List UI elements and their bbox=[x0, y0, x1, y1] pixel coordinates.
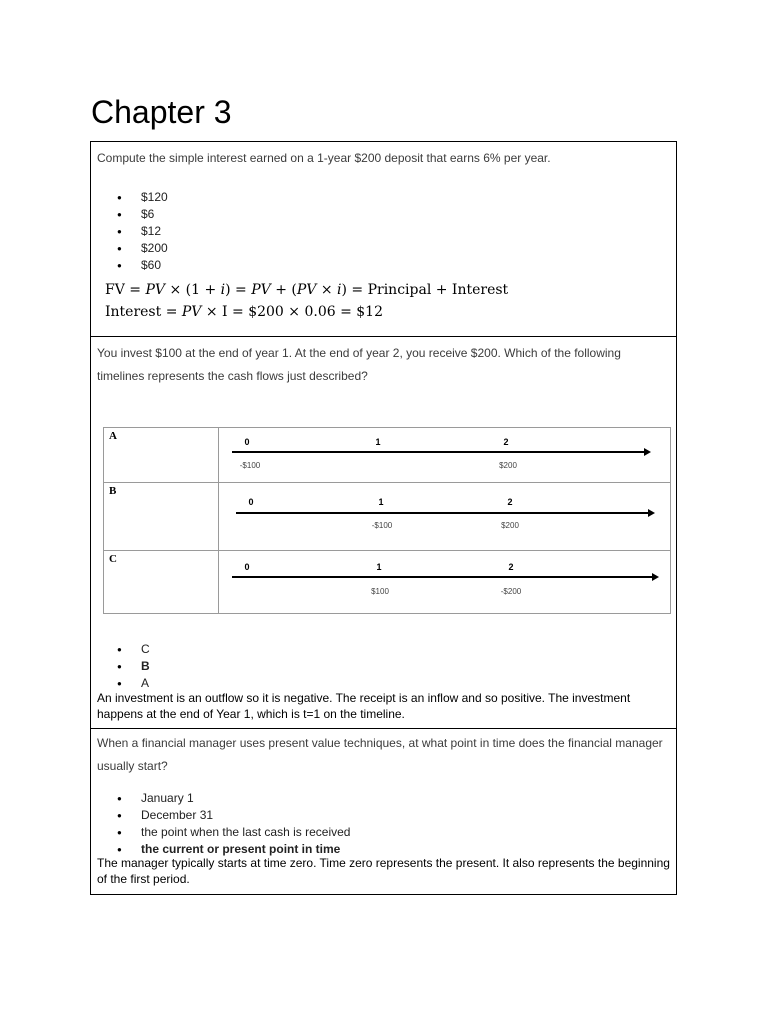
formula-fv: FV = PV × (1 + i) = PV + (PV × i) = Principal + Interest bbox=[105, 282, 509, 298]
option-2c: ● A bbox=[117, 675, 150, 692]
period-label: 2 bbox=[507, 497, 513, 507]
timeline-arrowhead bbox=[652, 573, 659, 581]
questions-table bbox=[90, 141, 677, 895]
cash-flow-label: $100 bbox=[371, 587, 389, 596]
cash-flow-label: $200 bbox=[499, 461, 517, 470]
period-label: 1 bbox=[375, 437, 381, 447]
option-3a: ● January 1 bbox=[117, 790, 350, 807]
option-2b-correct: ● B bbox=[117, 658, 150, 675]
option-1c: ● $12 bbox=[117, 223, 168, 240]
option-1b: ● $6 bbox=[117, 206, 168, 223]
question-cell-3 bbox=[91, 728, 676, 894]
option-3b: ● December 31 bbox=[117, 807, 350, 824]
option-3c: ● the point when the last cash is received bbox=[117, 824, 350, 841]
period-label: 0 bbox=[248, 497, 254, 507]
option-1e: ● $60 bbox=[117, 257, 168, 274]
answer-options-3 bbox=[117, 790, 350, 858]
timeline-row-c bbox=[104, 550, 670, 613]
timeline-row-b bbox=[104, 482, 670, 550]
timeline-c-diagram bbox=[220, 551, 670, 614]
timeline-arrowhead bbox=[648, 509, 655, 517]
answer-options-1 bbox=[117, 189, 168, 274]
timeline-b-diagram bbox=[220, 483, 670, 551]
question-text-1: Compute the simple interest earned on a 1-year $200 deposit that earns 6% per year. bbox=[97, 151, 551, 165]
question-cell-1 bbox=[91, 142, 676, 336]
explanation-2: An investment is an outflow so it is negative. The receipt is an inflow and so positive. The investment happens at the end of Year 1, which is t=1 on the timeline. bbox=[97, 691, 631, 721]
timeline-row-a bbox=[104, 428, 670, 482]
question-text-3: When a financial manager uses present value techniques, at what point in time does the financial manager usually start? bbox=[97, 736, 663, 773]
timeline-label: C bbox=[104, 551, 219, 613]
cash-flow-label: -$100 bbox=[371, 521, 393, 530]
period-label: 2 bbox=[503, 437, 509, 447]
page-title: Chapter 3 bbox=[91, 94, 232, 130]
period-label: 0 bbox=[244, 437, 250, 447]
formula-interest: Interest = PV × I = $200 × 0.06 = $12 bbox=[105, 304, 383, 320]
timeline-table bbox=[103, 427, 671, 614]
option-2a: ● C bbox=[117, 641, 150, 658]
period-label: 1 bbox=[378, 497, 384, 507]
explanation-3: The manager typically starts at time zero. Time zero represents the present. It also represents the beginning of the first period. bbox=[97, 856, 670, 886]
timeline-arrowhead bbox=[644, 448, 651, 456]
timeline-a-diagram bbox=[220, 428, 670, 482]
option-3d-correct: ● the current or present point in time bbox=[117, 841, 350, 858]
cash-flow-label: -$100 bbox=[239, 461, 261, 470]
period-label: 1 bbox=[376, 562, 382, 572]
timeline-label: B bbox=[104, 483, 219, 550]
option-1d: ● $200 bbox=[117, 240, 168, 257]
period-label: 2 bbox=[508, 562, 514, 572]
timeline-label: A bbox=[104, 428, 219, 482]
question-cell-2 bbox=[91, 336, 676, 728]
period-label: 0 bbox=[244, 562, 250, 572]
answer-options-2 bbox=[117, 641, 150, 692]
cash-flow-label: $200 bbox=[501, 521, 519, 530]
question-text-2: You invest $100 at the end of year 1. At the end of year 2, you receive $200. Which of the following timelines represents the cash flows just described? bbox=[97, 346, 621, 383]
option-1a: ● $120 bbox=[117, 189, 168, 206]
cash-flow-label: -$200 bbox=[500, 587, 522, 596]
